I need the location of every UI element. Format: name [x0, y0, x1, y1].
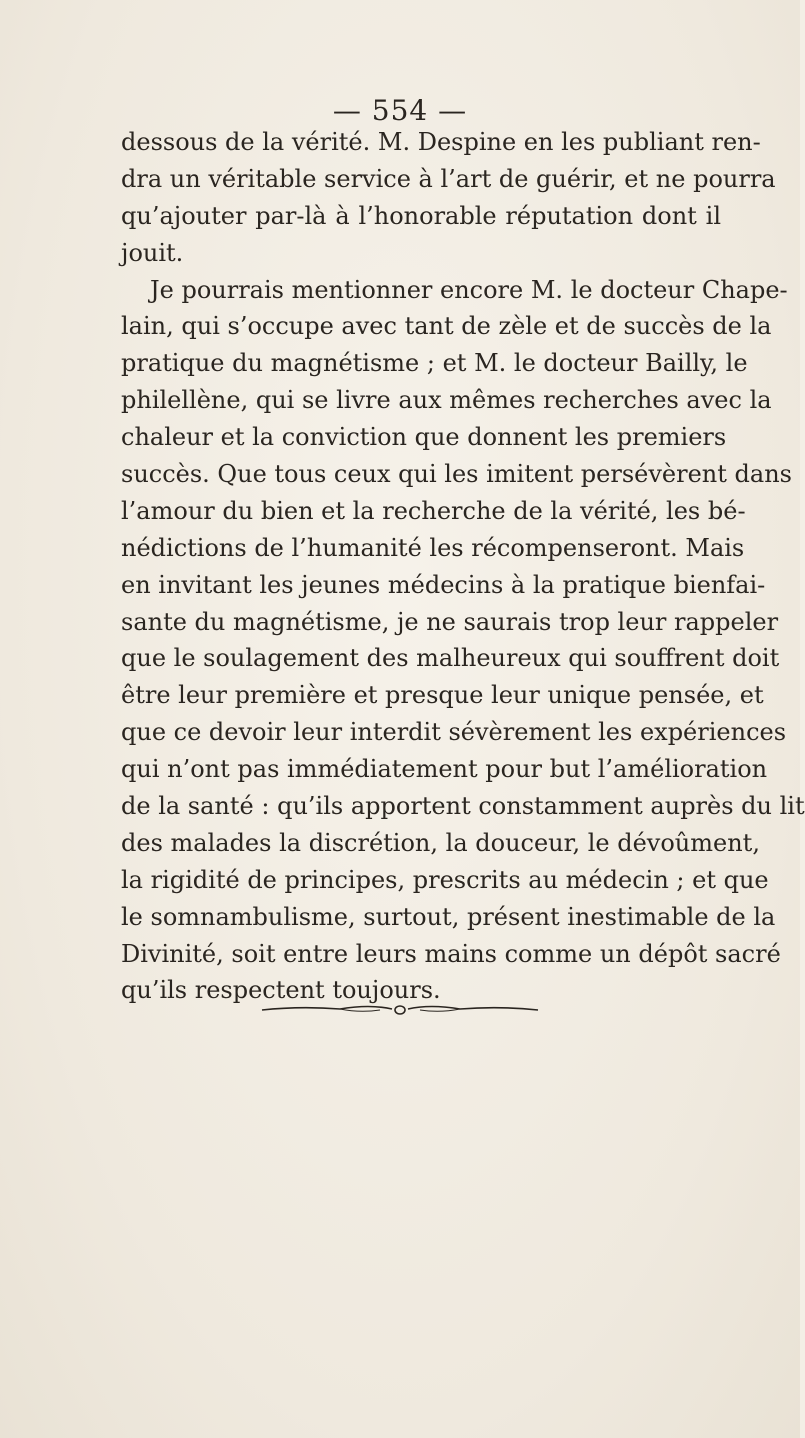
text-line: qui n’ont pas immédiatement pour but l’amélioration	[121, 755, 768, 784]
text-line: pratique du magnétisme ; et M. le docteur Bailly, le	[121, 349, 748, 378]
paragraph-1	[121, 124, 776, 272]
text-line: des malades la discrétion, la douceur, le dévoûment,	[121, 828, 760, 857]
text-line: Divinité, soit entre leurs mains comme un dépôt sacré	[121, 939, 781, 968]
text-line: philellène, qui se livre aux mêmes recherches avec la	[121, 386, 772, 415]
text-line: l’amour du bien et la recherche de la vérité, les bé-	[121, 496, 746, 525]
end-ornament	[0, 1000, 800, 1020]
page-number: — 554 —	[332, 94, 468, 127]
text-line: dessous de la vérité. M. Despine en les publiant ren-	[121, 128, 761, 156]
text-line: que le soulagement des malheureux qui souffrent doit	[121, 644, 780, 673]
text-line: qu’ils respectent toujours.	[121, 976, 441, 1005]
text-line: sante du magnétisme, je ne saurais trop leur rappeler	[121, 607, 779, 636]
text-line: chaleur et la conviction que donnent les premiers	[121, 423, 727, 452]
text-line: en invitant les jeunes médecins à la pratique bienfai-	[121, 570, 766, 599]
text-line: de la santé : qu’ils apportent constamment auprès du lit	[121, 792, 805, 821]
text-line: dra un véritable service à l’art de guérir, et ne pourra	[121, 164, 776, 193]
text-line: le somnambulisme, surtout, présent inestimable de la	[121, 902, 776, 931]
text-line: lain, qui s’occupe avec tant de zèle et de succès de la	[121, 312, 772, 341]
body-text	[121, 124, 805, 1009]
text-line: qu’ajouter par-là à l’honorable réputation dont il	[121, 201, 721, 230]
text-line: que ce devoir leur interdit sévèrement les expériences	[121, 718, 787, 747]
paragraph-2	[121, 272, 805, 1010]
text-line: la rigidité de principes, prescrits au médecin ; et que	[121, 865, 769, 894]
text-line: succès. Que tous ceux qui les imitent persévèrent dans	[121, 460, 792, 489]
text-line: nédictions de l’humanité les récompenseront. Mais	[121, 533, 745, 562]
text-line: Je pourrais mentionner encore M. le docteur Chape-	[150, 275, 788, 304]
text-line: être leur première et presque leur unique pensée, et	[121, 681, 764, 710]
text-line: jouit.	[121, 238, 184, 267]
